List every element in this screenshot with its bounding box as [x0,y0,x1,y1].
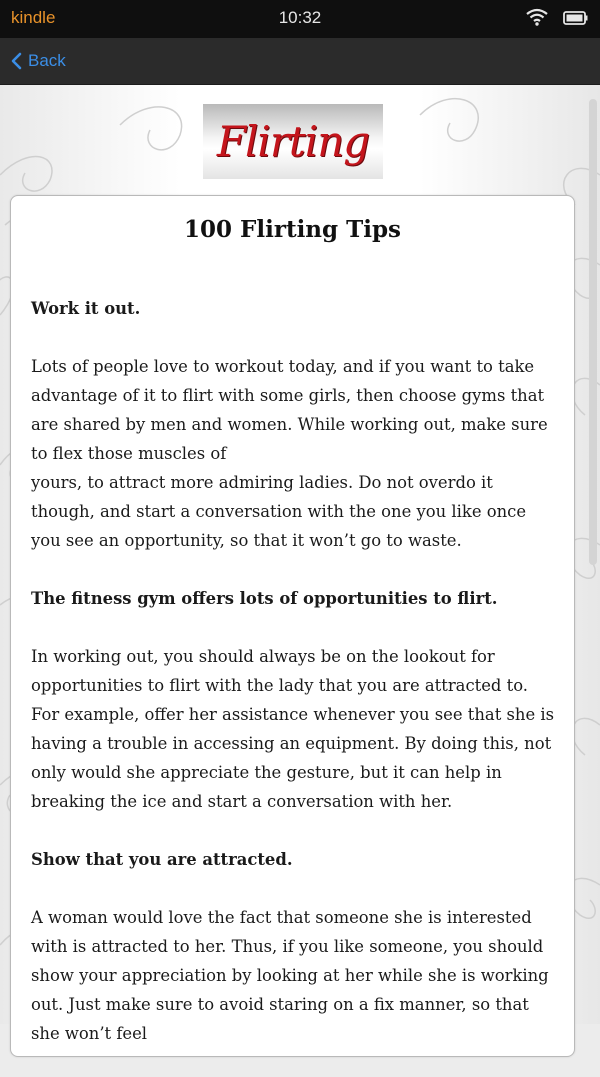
logo-banner [203,104,383,179]
battery-icon [563,11,588,25]
article-card [10,195,575,1057]
status-bar [0,0,600,38]
status-time: 10:32 [278,8,322,27]
section-paragraph: Lots of people love to workout today, and if you want to take advantage of it to flirt with some girls, then choose gyms that are shared by men and women. While working out, make sure to flex those muscles of [31,357,548,463]
chevron-left-icon [10,52,22,70]
scrollbar-thumb[interactable] [589,99,597,565]
logo-text: Flirting [216,117,370,166]
section-heading: The fitness gym offers lots of opportunities to flirt. [31,589,498,608]
status-brand: kindle [11,8,56,27]
back-button[interactable] [10,48,66,74]
section-paragraph: In working out, you should always be on the lookout for opportunities to flirt with the lady that you are attracted to. For example, offer her assistance whenever you see that she is having a trouble in accessing an equipment. By doing this, not only would she appreciate the gesture, but it can help in breaking the ice and start a conversation with her. [31,647,555,811]
wifi-icon [526,8,548,26]
section-heading: Show that you are attracted. [31,850,293,869]
nav-bar [0,38,600,85]
back-label: Back [28,51,66,70]
section-paragraph: A woman would love the fact that someone she is interested with is attracted to her. Thus, if you like someone, you should show your appreciation by looking at her while she is working out. Just make sure to avoid staring on a fix manner, so that she won’t feel [31,908,549,1043]
section-paragraph: yours, to attract more admiring ladies. Do not overdo it though, and start a conversation with the one you like once you see an opportunity, so that it won’t go to waste. [31,473,527,550]
article-title: 100 Flirting Tips [184,216,401,243]
section-heading: Work it out. [31,299,141,318]
article-body [31,294,555,1077]
content-area[interactable] [0,85,600,1043]
